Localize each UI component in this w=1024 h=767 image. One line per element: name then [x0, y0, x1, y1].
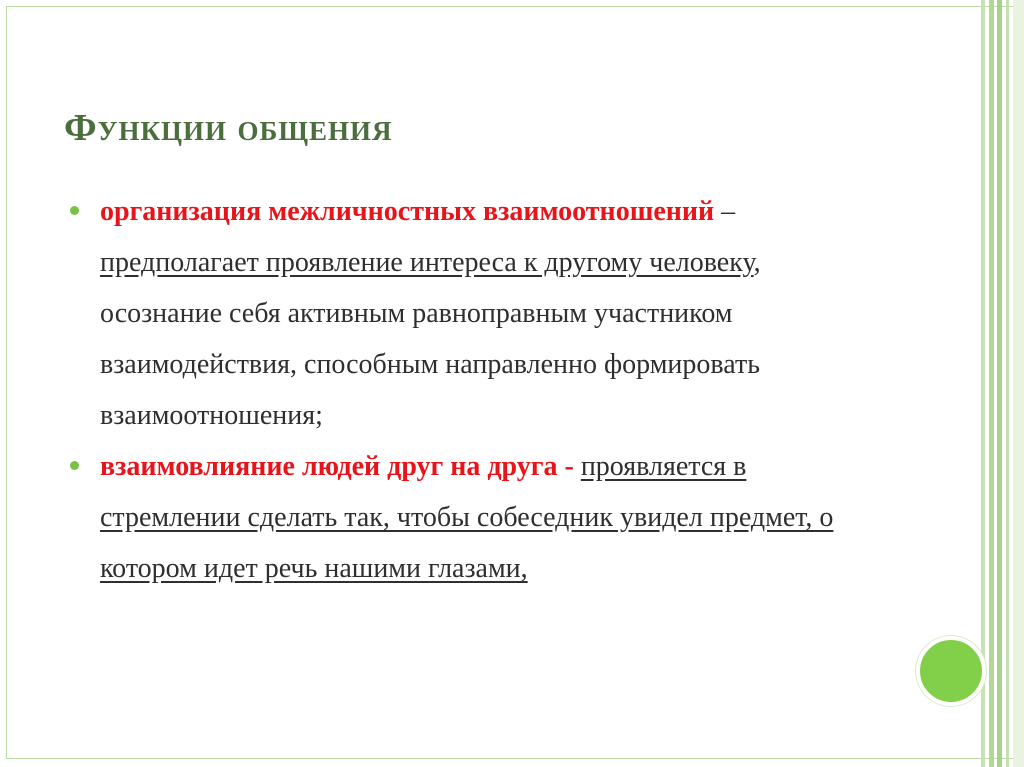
bullet-underlined-text: проявляется в стремлении сделать так, чтобы собеседник увидел предмет, о котором идет речь нашими глазами,: [100, 451, 834, 584]
bullet-dot-icon: [70, 206, 79, 215]
decorative-stripe: [1006, 0, 1009, 767]
bullet-term: организация межличностных взаимоотношений: [100, 196, 715, 227]
bullet-term: взаимовлияние людей друг на друга -: [100, 451, 574, 482]
green-circle-icon: [916, 636, 986, 706]
bullet-list: [64, 186, 884, 594]
bullet-item: [64, 441, 884, 594]
decorative-stripe: [997, 0, 1002, 767]
decorative-stripe: [989, 0, 994, 767]
bullet-text: , осознание себя активным равноправным участником взаимодействия, способным направленно формировать взаимоотношения;: [100, 247, 761, 431]
decorative-stripe: [981, 0, 985, 767]
bullet-dash: [574, 451, 581, 482]
slide-title: Функции общения: [64, 107, 393, 149]
decorative-stripe: [1013, 0, 1024, 767]
bullet-dash: –: [714, 196, 736, 227]
bullet-item: [64, 186, 884, 441]
bullet-underlined-text: предполагает проявление интереса к другому человеку: [100, 247, 754, 278]
bullet-dot-icon: [70, 461, 79, 470]
